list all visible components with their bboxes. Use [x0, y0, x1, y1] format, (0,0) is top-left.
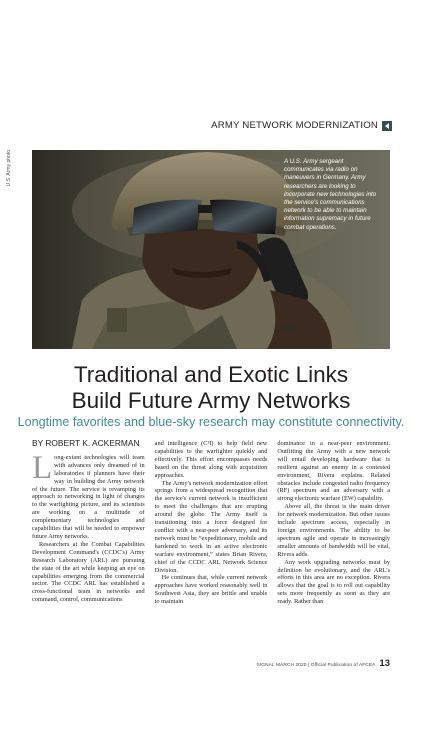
article-body — [32, 440, 390, 648]
headline-line-1: Traditional and Exotic Links — [73, 362, 349, 387]
headline — [20, 362, 402, 414]
photo-credit: U.S. Army photo — [6, 150, 12, 187]
footer-publication: SIGNAL MARCH 2020 | Official Publication of AFCEA — [256, 663, 376, 668]
paragraph: The Army's network modernization effort springs from a widespread recognition that the service's current network is insufficient to meet the challenges that are erupting around the globe. The Army itself is transitioning into a force designed for conflict with a near-peer adversary, and its network must be “expeditionary, mobile and hardened to work in an active electronic warfare environment,” states Brian Rivera, chief of the CCDC ARL Network Science Division. — [154, 479, 268, 574]
paragraph: Researchers at the Combat Capabilities Development Command's (CCDC's) Army Research Laboratory (ARL) are pursuing the state of the art while keeping an eye on capabilities emerging from the commercial sector. The CCDC ARL has established a cross-functional team in networks and command, control, communications — [32, 540, 145, 604]
paragraph: He continues that, while current network approaches have worked reasonably well in Southwest Asia, they are brittle and unable to maintain — [154, 574, 268, 606]
paragraph: Any work upgrading networks must by definition be evolutionary, and the ARL's efforts in this area are no exception. Rivera allows that the goal is to roll out capability sets more frequently as soon as they are ready. Rather than — [277, 558, 391, 606]
chevron-left-icon — [382, 121, 392, 131]
column-2 — [155, 440, 268, 648]
headline-line-2: Build Future Army Networks — [71, 388, 351, 413]
photo-caption: A U.S. Army sergeant communicates via radio on maneuvers in Germany. Army researchers are looking to incorporate new technologies into the service's communications network to be able to maintain information supremacy in future combat operations. — [284, 158, 377, 231]
column-1 — [32, 440, 145, 648]
page-footer — [257, 658, 391, 669]
byline: BY ROBERT K. ACKERMAN — [32, 438, 140, 448]
column-3 — [277, 440, 390, 648]
paragraph: and intelligence (C³I) to help field new capabilities to the warfighter quickly and effectively. This effort encompasses needs based on the threat along with acquisition approaches. — [154, 440, 268, 479]
paragraph-text: ong-extant technologies will team with advances only dreamed of in laboratories if planners have their way in building the Army network of the future. The service is revamping its approach to networking in light of changes to the warfighting picture, and its scientists are working on a multitude of complementary technologies and capabilities that will be needed to empower future Army networks. — [32, 453, 145, 540]
dropcap: L — [32, 449, 53, 486]
page-number: 13 — [379, 658, 390, 669]
paragraph — [32, 449, 145, 541]
section-title: ARMY NETWORK MODERNIZATION — [211, 120, 378, 131]
paragraph: Above all, the threat is the main driver for network modernization. But other issues include spectrum access, especially in foreign environments. The ability to be spectrum agile and operate in increasingly smaller amounts of bandwidth will be vital, Rivera adds. — [277, 503, 391, 558]
section-header — [211, 120, 392, 131]
deck: Longtime favorites and blue-sky research may constitute connectivity. — [17, 415, 405, 429]
paragraph: dominance in a near-peer environment. Outfitting the Army with a new network will entail developing hardware that is resilient against an enemy in a contested environment, Rivera explains. Related obstacles include congested radio frequency (RF) spectrum and an adversary with a strong electronic warfare (EW) capability. — [277, 440, 391, 503]
